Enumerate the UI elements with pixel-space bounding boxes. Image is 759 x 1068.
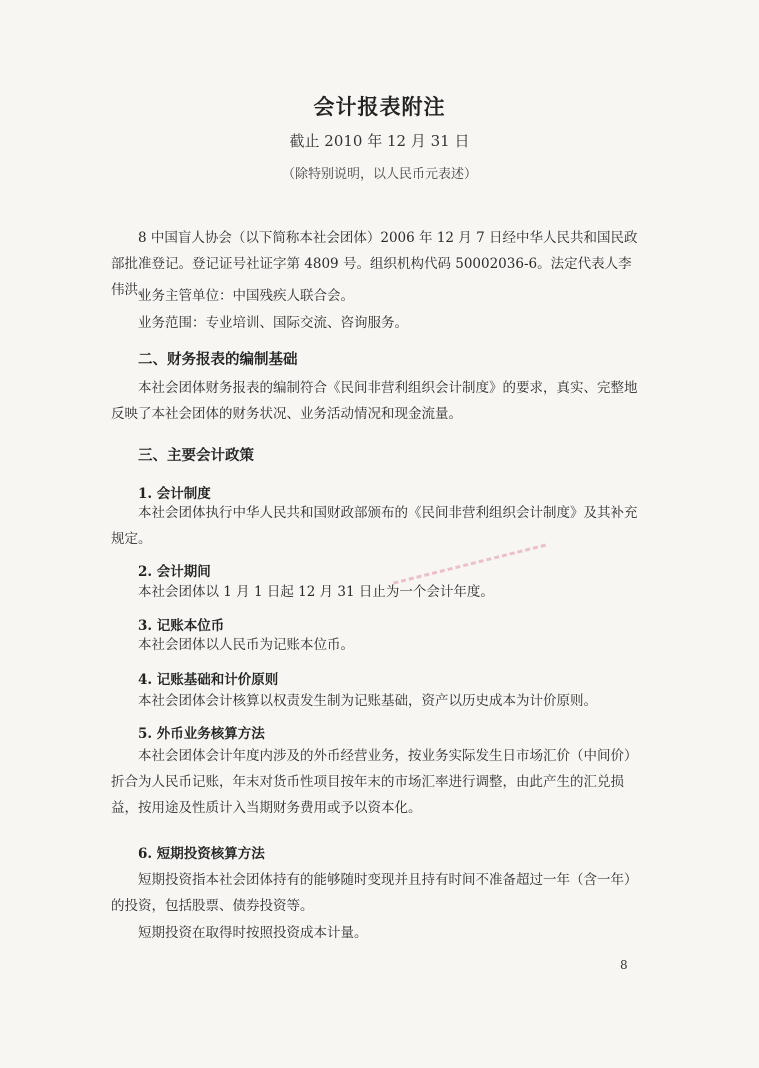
policy-3-heading: 3. 记账本位币 xyxy=(138,618,225,634)
document-title: 会计报表附注 xyxy=(313,94,446,119)
section-2-body: 本社会团体财务报表的编制符合《民间非营利组织会计制度》的要求，真实、完整地反映了本社会团体的财务状况、业务活动情况和现金流量。 xyxy=(111,380,638,422)
page-number: 8 xyxy=(620,958,628,972)
intro-paragraph-2: 业务主管单位：中国残疾人联合会。 xyxy=(138,288,354,304)
policy-6-body: 短期投资指本社会团体持有的能够随时变现并且持有时间不准备超过一年（含一年）的投资，包括股票、债券投资等。 xyxy=(111,872,638,914)
policy-3-body: 本社会团体以人民币为记账本位币。 xyxy=(138,637,354,653)
policy-6-heading: 6. 短期投资核算方法 xyxy=(138,846,265,862)
policy-2-body: 本社会团体以 1 月 1 日起 12 月 31 日止为一个会计年度。 xyxy=(138,584,494,600)
policy-5-body: 本社会团体会计年度内涉及的外币经营业务，按业务实际发生日市场汇价（中间价）折合为人民币记账，年末对货币性项目按年末的市场汇率进行调整，由此产生的汇兑损益，按用途及性质计入当期财务费用或予以资本化。 xyxy=(111,748,638,816)
section-2-heading: 二、财务报表的编制基础 xyxy=(138,351,298,368)
date-line: 截止 2010 年 12 月 31 日 xyxy=(289,132,470,150)
policy-1-heading: 1. 会计制度 xyxy=(138,486,211,502)
policy-2-heading: 2. 会计期间 xyxy=(138,564,211,580)
policy-1-body: 本社会团体执行中华人民共和国财政部颁布的《民间非营利组织会计制度》及其补充规定。 xyxy=(111,505,638,547)
intro-paragraph-3: 业务范围：专业培训、国际交流、咨询服务。 xyxy=(138,315,408,331)
policy-5-heading: 5. 外币业务核算方法 xyxy=(138,726,265,742)
currency-note: （除特别说明，以人民币元表述） xyxy=(281,167,477,182)
section-3-heading: 三、主要会计政策 xyxy=(138,447,254,464)
policy-6-body-2: 短期投资在取得时按照投资成本计量。 xyxy=(138,925,368,941)
policy-4-heading: 4. 记账基础和计价原则 xyxy=(138,672,279,688)
intro-paragraph-1: 8 中国盲人协会（以下简称本社会团体）2006 年 12 月 7 日经中华人民共和国民政部批准登记。登记证号社证字第 4809 号。组织机构代码 50002036-6。法定代表人李伟洪。 xyxy=(111,230,638,298)
policy-4-body: 本社会团体会计核算以权责发生制为记账基础，资产以历史成本为计价原则。 xyxy=(138,693,597,709)
